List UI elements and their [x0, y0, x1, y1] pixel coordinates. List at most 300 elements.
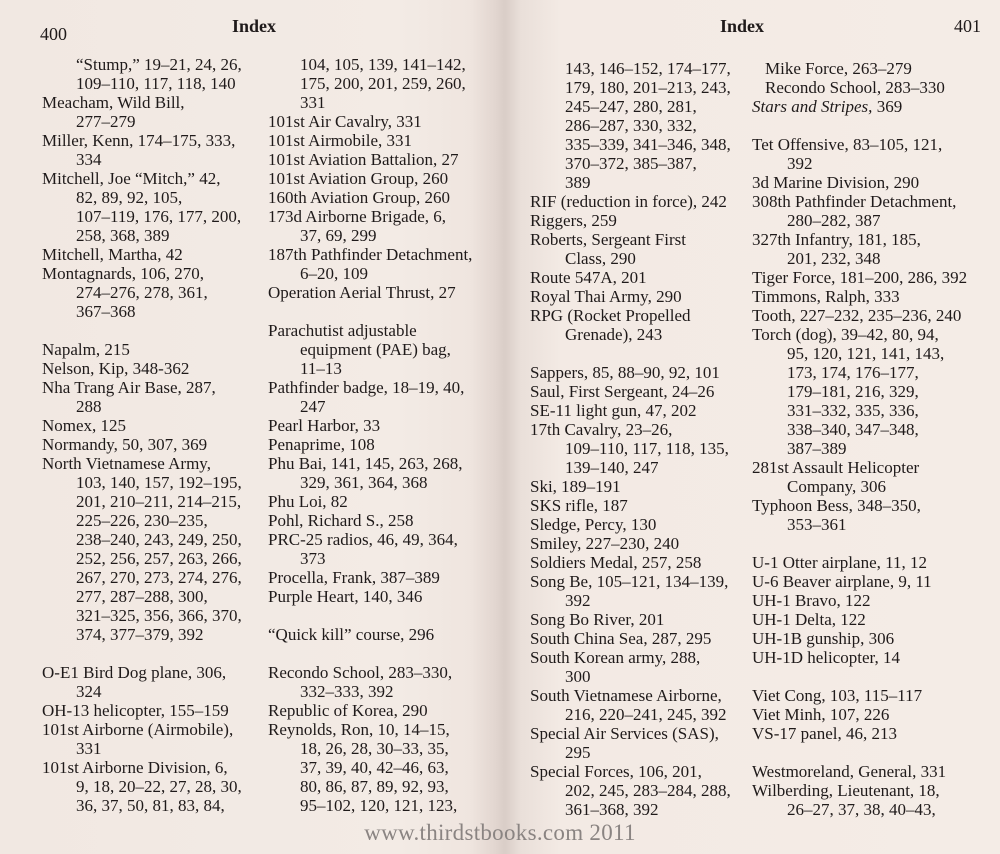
index-entry-continuation — [530, 667, 731, 686]
entry-text: Napalm, 215 — [42, 340, 130, 359]
entry-text: Meacham, Wild Bill, — [42, 93, 185, 112]
index-entry-continuation — [530, 154, 731, 173]
index-entry-heading — [530, 211, 731, 230]
index-entry-heading — [268, 207, 472, 226]
index-entry — [752, 230, 967, 268]
entry-text: 37, 69, 299 — [300, 226, 377, 245]
entry-text: Recondo School, 283–330, — [268, 663, 453, 682]
index-entry — [752, 762, 967, 781]
index-entry — [530, 762, 731, 819]
index-entry — [42, 378, 242, 416]
index-entry — [268, 321, 472, 378]
entry-text: 107–119, 176, 177, 200, — [76, 207, 242, 226]
index-entry — [752, 724, 967, 743]
entry-text: 18, 26, 28, 30–33, 35, — [300, 739, 449, 758]
index-entry-heading — [42, 169, 242, 188]
index-entry — [752, 306, 967, 325]
index-entry-heading — [268, 568, 472, 587]
index-entry-heading — [42, 454, 242, 473]
index-entry-heading — [268, 416, 472, 435]
index-entry-continuation — [42, 777, 242, 796]
entry-text: “Stump,” 19–21, 24, 26, — [76, 55, 242, 74]
entry-text: Parachutist adjustable — [268, 321, 417, 340]
index-entry-continuation — [42, 511, 242, 530]
index-entry-continuation — [530, 458, 731, 477]
index-entry-heading — [42, 359, 242, 378]
index-entry — [530, 306, 731, 344]
index-entry — [530, 230, 731, 268]
index-entry-heading — [268, 188, 472, 207]
entry-text: Penaprime, 108 — [268, 435, 375, 454]
entry-text: Mitchell, Martha, 42 — [42, 245, 183, 264]
index-column-4 — [752, 59, 967, 819]
index-entry-continuation — [268, 777, 472, 796]
entry-text: Phu Loi, 82 — [268, 492, 348, 511]
entry-text: 374, 377–379, 392 — [76, 625, 204, 644]
entry-text: 225–226, 230–235, — [76, 511, 208, 530]
index-entry — [268, 530, 472, 568]
index-entry-heading — [268, 511, 472, 530]
index-entry-heading — [752, 325, 967, 344]
index-entry-continuation — [752, 211, 967, 230]
entry-text: Recondo School, 283–330 — [765, 78, 945, 97]
entry-text: Song Be, 105–121, 134–139, — [530, 572, 729, 591]
index-entry-heading — [530, 420, 731, 439]
entry-text: Pathfinder badge, 18–19, 40, — [268, 378, 465, 397]
index-entry-continuation — [42, 188, 242, 207]
entry-text: 101st Airmobile, 331 — [268, 131, 413, 150]
entry-text: 353–361 — [787, 515, 847, 534]
index-entry-continuation — [42, 739, 242, 758]
index-entry-heading — [42, 131, 242, 150]
entry-text: 389 — [565, 173, 591, 192]
index-entry — [530, 192, 731, 211]
index-entry — [752, 686, 967, 705]
entry-text: 179, 180, 201–213, 243, — [565, 78, 731, 97]
index-entry-continuation — [530, 97, 731, 116]
index-entry — [268, 720, 472, 815]
entry-text: UH-1 Delta, 122 — [752, 610, 866, 629]
index-entry-heading — [530, 306, 731, 325]
entry-text: 288 — [76, 397, 102, 416]
entry-text: Viet Minh, 107, 226 — [752, 705, 890, 724]
index-entry-continuation — [42, 682, 242, 701]
entry-text: VS-17 panel, 46, 213 — [752, 724, 897, 743]
index-entry-continuation — [42, 530, 242, 549]
entry-text: 80, 86, 87, 89, 92, 93, — [300, 777, 449, 796]
entry-text: UH-1B gunship, 306 — [752, 629, 895, 648]
index-entry — [42, 758, 242, 815]
index-entry-heading — [752, 629, 967, 648]
entry-text: 11–13 — [300, 359, 342, 378]
entry-text: Purple Heart, 140, 346 — [268, 587, 423, 606]
index-entry — [268, 511, 472, 530]
index-entry-heading — [42, 758, 242, 777]
index-entry-heading — [268, 454, 472, 473]
entry-text: Torch (dog), 39–42, 80, 94, — [752, 325, 939, 344]
entry-text: 321–325, 356, 366, 370, — [76, 606, 242, 625]
entry-text: 295 — [565, 743, 591, 762]
index-entry-heading — [752, 135, 967, 154]
index-entry-heading — [752, 287, 967, 306]
index-entry — [268, 131, 472, 150]
entry-text: 361–368, 392 — [565, 800, 659, 819]
entry-text: Sappers, 85, 88–90, 92, 101 — [530, 363, 720, 382]
entry-text: equipment (PAE) bag, — [300, 340, 451, 359]
index-entry-continuation — [268, 758, 472, 777]
index-entry-heading — [268, 131, 472, 150]
entry-text: Mike Force, 263–279 — [765, 59, 912, 78]
index-entry-continuation — [42, 549, 242, 568]
letter-group-gap — [752, 534, 967, 553]
index-entry-continuation — [530, 325, 731, 344]
index-entry-heading — [530, 287, 731, 306]
index-entry — [530, 420, 731, 477]
entry-text: Song Bo River, 201 — [530, 610, 665, 629]
index-entry — [530, 515, 731, 534]
index-entry-heading — [752, 591, 967, 610]
index-entry-continuation — [268, 264, 472, 283]
index-entry — [42, 55, 242, 93]
index-entry-continuation — [530, 743, 731, 762]
entry-text: 187th Pathfinder Detachment, — [268, 245, 473, 264]
entry-text: 335–339, 341–346, 348, — [565, 135, 731, 154]
index-entry-continuation — [752, 420, 967, 439]
index-entry-heading — [530, 477, 731, 496]
entry-text: 331–332, 335, 336, — [787, 401, 919, 420]
index-entry-heading — [530, 648, 731, 667]
index-entry-continuation — [752, 515, 967, 534]
entry-text: Saul, First Sergeant, 24–26 — [530, 382, 715, 401]
index-entry-continuation — [42, 226, 242, 245]
index-entry — [530, 686, 731, 724]
index-entry-heading — [268, 169, 472, 188]
index-entry — [268, 378, 472, 416]
entry-text: Ski, 189–191 — [530, 477, 621, 496]
index-entry — [530, 401, 731, 420]
index-entry — [268, 112, 472, 131]
entry-text: Mitchell, Joe “Mitch,” 42, — [42, 169, 221, 188]
entry-text: 109–110, 117, 118, 135, — [565, 439, 729, 458]
entry-text: 103, 140, 157, 192–195, — [76, 473, 242, 492]
entry-text: Reynolds, Ron, 10, 14–15, — [268, 720, 450, 739]
index-entry-heading — [530, 724, 731, 743]
index-entry-continuation — [42, 55, 242, 74]
index-entry — [530, 496, 731, 515]
entry-text: 101st Air Cavalry, 331 — [268, 112, 422, 131]
index-entry-continuation — [752, 249, 967, 268]
index-entry-continuation — [752, 477, 967, 496]
index-entry-continuation — [268, 739, 472, 758]
index-entry-continuation — [752, 439, 967, 458]
index-entry — [752, 192, 967, 230]
entry-text: Tiger Force, 181–200, 286, 392 — [752, 268, 968, 287]
index-entry — [42, 701, 242, 720]
index-entry-heading — [268, 283, 472, 302]
index-entry — [530, 287, 731, 306]
index-entry — [530, 268, 731, 287]
entry-text: Sledge, Percy, 130 — [530, 515, 657, 534]
index-entry — [752, 591, 967, 610]
entry-text: Riggers, 259 — [530, 211, 617, 230]
index-entry-continuation — [530, 705, 731, 724]
entry-text: Royal Thai Army, 290 — [530, 287, 682, 306]
index-entry — [268, 625, 472, 644]
entry-text: UH-1D helicopter, 14 — [752, 648, 901, 667]
index-entry-continuation — [42, 568, 242, 587]
index-entry-continuation — [268, 549, 472, 568]
entry-text: 173, 174, 176–177, — [787, 363, 919, 382]
index-entry-heading — [530, 268, 731, 287]
index-entry-continuation — [268, 55, 472, 74]
index-entry-heading — [752, 572, 967, 591]
entry-text: 392 — [565, 591, 591, 610]
entry-text: Tet Offensive, 83–105, 121, — [752, 135, 943, 154]
entry-text: 324 — [76, 682, 102, 701]
index-entry — [752, 268, 967, 287]
index-entry-continuation — [752, 154, 967, 173]
index-entry — [42, 169, 242, 245]
entry-text: 3d Marine Division, 290 — [752, 173, 920, 192]
index-entry — [530, 629, 731, 648]
entry-text: Soldiers Medal, 257, 258 — [530, 553, 702, 572]
index-entry — [268, 245, 472, 283]
entry-text: Operation Aerial Thrust, 27 — [268, 283, 456, 302]
entry-text: 160th Aviation Group, 260 — [268, 188, 450, 207]
index-entry — [42, 663, 242, 701]
entry-text: 277, 287–288, 300, — [76, 587, 208, 606]
index-entry — [268, 416, 472, 435]
index-entry — [268, 587, 472, 606]
letter-group-gap — [752, 667, 967, 686]
index-entry-continuation — [530, 800, 731, 819]
entry-text: 173d Airborne Brigade, 6, — [268, 207, 446, 226]
entry-text: 82, 89, 92, 105, — [76, 188, 183, 207]
entry-text: O-E1 Bird Dog plane, 306, — [42, 663, 227, 682]
index-entry-heading — [752, 553, 967, 572]
index-entry-continuation — [530, 591, 731, 610]
entry-text: OH-13 helicopter, 155–159 — [42, 701, 229, 720]
index-entry-continuation — [42, 150, 242, 169]
index-entry — [268, 568, 472, 587]
letter-group-gap — [752, 743, 967, 762]
entry-text: 327th Infantry, 181, 185, — [752, 230, 921, 249]
entry-text: Nelson, Kip, 348-362 — [42, 359, 190, 378]
index-entry-continuation — [530, 781, 731, 800]
index-entry-heading — [268, 378, 472, 397]
index-entry-continuation — [752, 382, 967, 401]
index-entry — [42, 454, 242, 644]
index-entry-continuation — [530, 116, 731, 135]
entry-text: RPG (Rocket Propelled — [530, 306, 691, 325]
index-entry-continuation — [268, 682, 472, 701]
entry-text: 367–368 — [76, 302, 136, 321]
index-column-3 — [530, 59, 731, 819]
index-entry-heading — [530, 610, 731, 629]
index-entry — [268, 207, 472, 245]
footer-watermark: www.thirdstbooks.com 2011 — [364, 820, 636, 845]
letter-group-gap — [268, 302, 472, 321]
entry-text: 9, 18, 20–22, 27, 28, 30, — [76, 777, 242, 796]
entry-text: SKS rifle, 187 — [530, 496, 628, 515]
index-entry-heading — [530, 192, 731, 211]
entry-text: 280–282, 387 — [787, 211, 881, 230]
index-entry-continuation — [752, 800, 967, 819]
index-entry-heading — [752, 59, 967, 78]
index-entry-heading — [752, 458, 967, 477]
entry-text: Pohl, Richard S., 258 — [268, 511, 414, 530]
index-entry — [752, 553, 967, 572]
index-entry-heading — [268, 492, 472, 511]
entry-text: Roberts, Sergeant First — [530, 230, 686, 249]
entry-text: 332–333, 392 — [300, 682, 394, 701]
entry-text: 6–20, 109 — [300, 264, 368, 283]
index-entry-heading — [530, 363, 731, 382]
index-entry-heading — [530, 553, 731, 572]
index-entry-continuation — [530, 439, 731, 458]
index-entry — [530, 382, 731, 401]
entry-text: 334 — [76, 150, 102, 169]
entry-text: 95–102, 120, 121, 123, — [300, 796, 458, 815]
index-entry-heading — [42, 245, 242, 264]
entry-text: Republic of Korea, 290 — [268, 701, 428, 720]
entry-text: Timmons, Ralph, 333 — [752, 287, 900, 306]
index-entry — [268, 188, 472, 207]
index-column-1 — [42, 55, 242, 815]
entry-text: Tooth, 227–232, 235–236, 240 — [752, 306, 962, 325]
entry-text: Westmoreland, General, 331 — [752, 762, 947, 781]
index-entry-continuation — [42, 302, 242, 321]
index-entry-heading — [42, 93, 242, 112]
index-entry-heading — [752, 173, 967, 192]
entry-text: 26–27, 37, 38, 40–43, — [787, 800, 936, 819]
index-entry-heading — [42, 720, 242, 739]
entry-text: Smiley, 227–230, 240 — [530, 534, 680, 553]
index-entry — [268, 150, 472, 169]
letter-group-gap — [42, 321, 242, 340]
index-entry — [530, 572, 731, 610]
entry-text: 245–247, 280, 281, — [565, 97, 697, 116]
index-entry-continuation — [42, 283, 242, 302]
index-entry-heading — [530, 515, 731, 534]
index-entry — [42, 245, 242, 264]
index-entry-heading — [752, 648, 967, 667]
entry-text: 201, 210–211, 214–215, — [76, 492, 242, 511]
entry-text: 101st Airborne Division, 6, — [42, 758, 228, 777]
entry-text: 101st Aviation Battalion, 27 — [268, 150, 459, 169]
entry-text: 247 — [300, 397, 326, 416]
index-entry-heading — [752, 781, 967, 800]
entry-text: 331 — [300, 93, 326, 112]
index-entry-continuation — [42, 625, 242, 644]
entry-text: 201, 232, 348 — [787, 249, 881, 268]
index-entry-continuation — [42, 112, 242, 131]
letter-group-gap — [268, 606, 472, 625]
entry-text: 139–140, 247 — [565, 458, 659, 477]
entry-text: 179–181, 216, 329, — [787, 382, 919, 401]
index-entry — [752, 572, 967, 591]
index-entry — [42, 264, 242, 321]
entry-text: 202, 245, 283–284, 288, — [565, 781, 731, 800]
index-entry — [268, 492, 472, 511]
entry-text: 274–276, 278, 361, — [76, 283, 208, 302]
entry-text: 300 — [565, 667, 591, 686]
entry-text: 143, 146–152, 174–177, — [565, 59, 731, 78]
index-entry — [752, 629, 967, 648]
index-entry-heading — [42, 264, 242, 283]
index-entry — [268, 701, 472, 720]
index-entry — [530, 553, 731, 572]
letter-group-gap — [530, 344, 731, 363]
index-entry-heading — [530, 762, 731, 781]
index-entry-heading — [530, 382, 731, 401]
index-entry-heading — [42, 663, 242, 682]
index-entry — [530, 724, 731, 762]
index-entry-heading — [530, 496, 731, 515]
index-entry-continuation — [42, 796, 242, 815]
index-entry-heading — [752, 686, 967, 705]
index-entry-heading — [268, 150, 472, 169]
index-entry — [530, 534, 731, 553]
entry-text: “Quick kill” course, 296 — [268, 625, 435, 644]
letter-group-gap — [42, 644, 242, 663]
index-entry — [752, 135, 967, 173]
index-entry — [268, 283, 472, 302]
entry-text: 101st Airborne (Airmobile), — [42, 720, 234, 739]
entry-text: UH-1 Bravo, 122 — [752, 591, 871, 610]
index-entry-heading — [752, 192, 967, 211]
index-entry-continuation — [42, 587, 242, 606]
index-entry-heading — [268, 435, 472, 454]
index-entry — [530, 610, 731, 629]
index-entry-heading — [752, 705, 967, 724]
index-entry — [42, 720, 242, 758]
index-entry-heading — [268, 701, 472, 720]
index-entry-heading — [268, 321, 472, 340]
entry-text: 17th Cavalry, 23–26, — [530, 420, 673, 439]
index-entry-continuation — [268, 74, 472, 93]
right-page-number: 401 — [954, 16, 981, 36]
index-entry-heading — [42, 435, 242, 454]
index-entry-heading — [530, 629, 731, 648]
index-entry-continuation — [268, 397, 472, 416]
index-entry-heading — [268, 112, 472, 131]
index-column-2 — [268, 55, 472, 815]
entry-text: Nha Trang Air Base, 287, — [42, 378, 216, 397]
entry-text: Typhoon Bess, 348–350, — [752, 496, 921, 515]
entry-text: U-1 Otter airplane, 11, 12 — [752, 553, 927, 572]
index-entry-heading — [530, 686, 731, 705]
index-entry-heading — [530, 230, 731, 249]
index-entry — [752, 781, 967, 819]
index-entry-continuation — [268, 93, 472, 112]
entry-text: Montagnards, 106, 270, — [42, 264, 204, 283]
entry-text: 329, 361, 364, 368 — [300, 473, 428, 492]
index-entry — [752, 705, 967, 724]
entry-text: 37, 39, 40, 42–46, 63, — [300, 758, 449, 777]
index-entry-heading — [42, 378, 242, 397]
entry-text: Wilberding, Lieutenant, 18, — [752, 781, 940, 800]
index-entry-heading — [752, 230, 967, 249]
entry-text: 277–279 — [76, 112, 136, 131]
index-entry — [268, 454, 472, 492]
entry-text: Normandy, 50, 307, 369 — [42, 435, 208, 454]
index-entry — [752, 610, 967, 629]
entry-text: 101st Aviation Group, 260 — [268, 169, 449, 188]
entry-text: PRC-25 radios, 46, 49, 364, — [268, 530, 458, 549]
entry-text: 370–372, 385–387, — [565, 154, 697, 173]
index-entry — [42, 359, 242, 378]
